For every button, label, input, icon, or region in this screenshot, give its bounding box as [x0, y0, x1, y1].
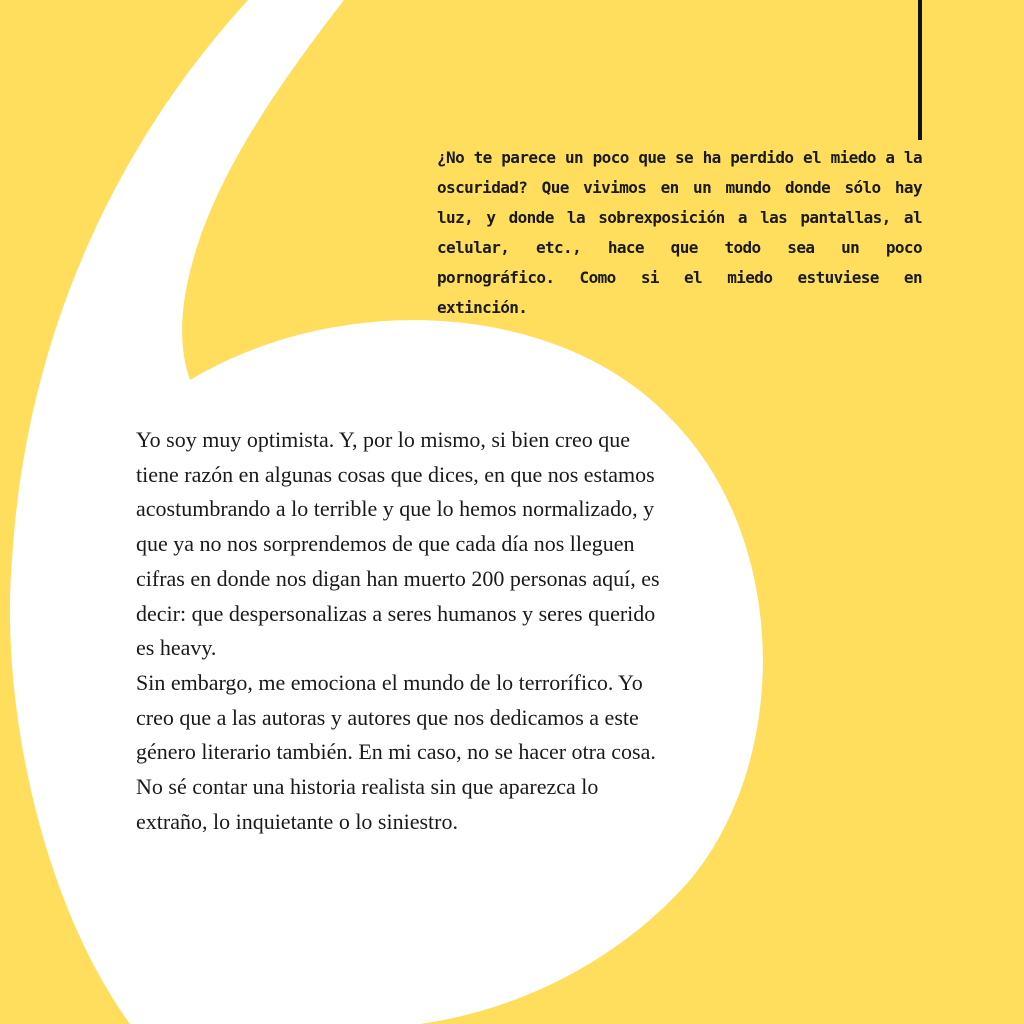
- answer-paragraph: Yo soy muy optimista. Y, por lo mismo, si bien creo que tiene razón en algunas cosas que dices, en que nos estamos acostumbrando a lo terrible y que lo hemos normalizado, y que ya no nos sorprendemos de que cada día nos lleguen cifras en donde nos digan han muerto 200 personas aquí, es decir: que despersonalizas a seres humanos y seres querido es heavy.: [136, 427, 660, 661]
- interview-answer: [136, 423, 664, 839]
- answer-paragraph: Sin embargo, me emociona el mundo de lo terrorífico. Yo creo que a las autoras y autores que nos dedicamos a este género literario también. En mi caso, no se hacer otra cosa. No sé contar una historia realista sin que aparezca lo extraño, lo inquietante o lo siniestro.: [136, 669, 656, 834]
- vertical-divider: [918, 0, 922, 140]
- interview-question: ¿No te parece un poco que se ha perdido el miedo a la oscuridad? Que vivimos en un mundo donde sólo hay luz, y donde la sobrexposición a las pantallas, al celular, etc., hace que todo sea un poco pornográfico. Como si el miedo estuviese en extinción.: [437, 148, 922, 317]
